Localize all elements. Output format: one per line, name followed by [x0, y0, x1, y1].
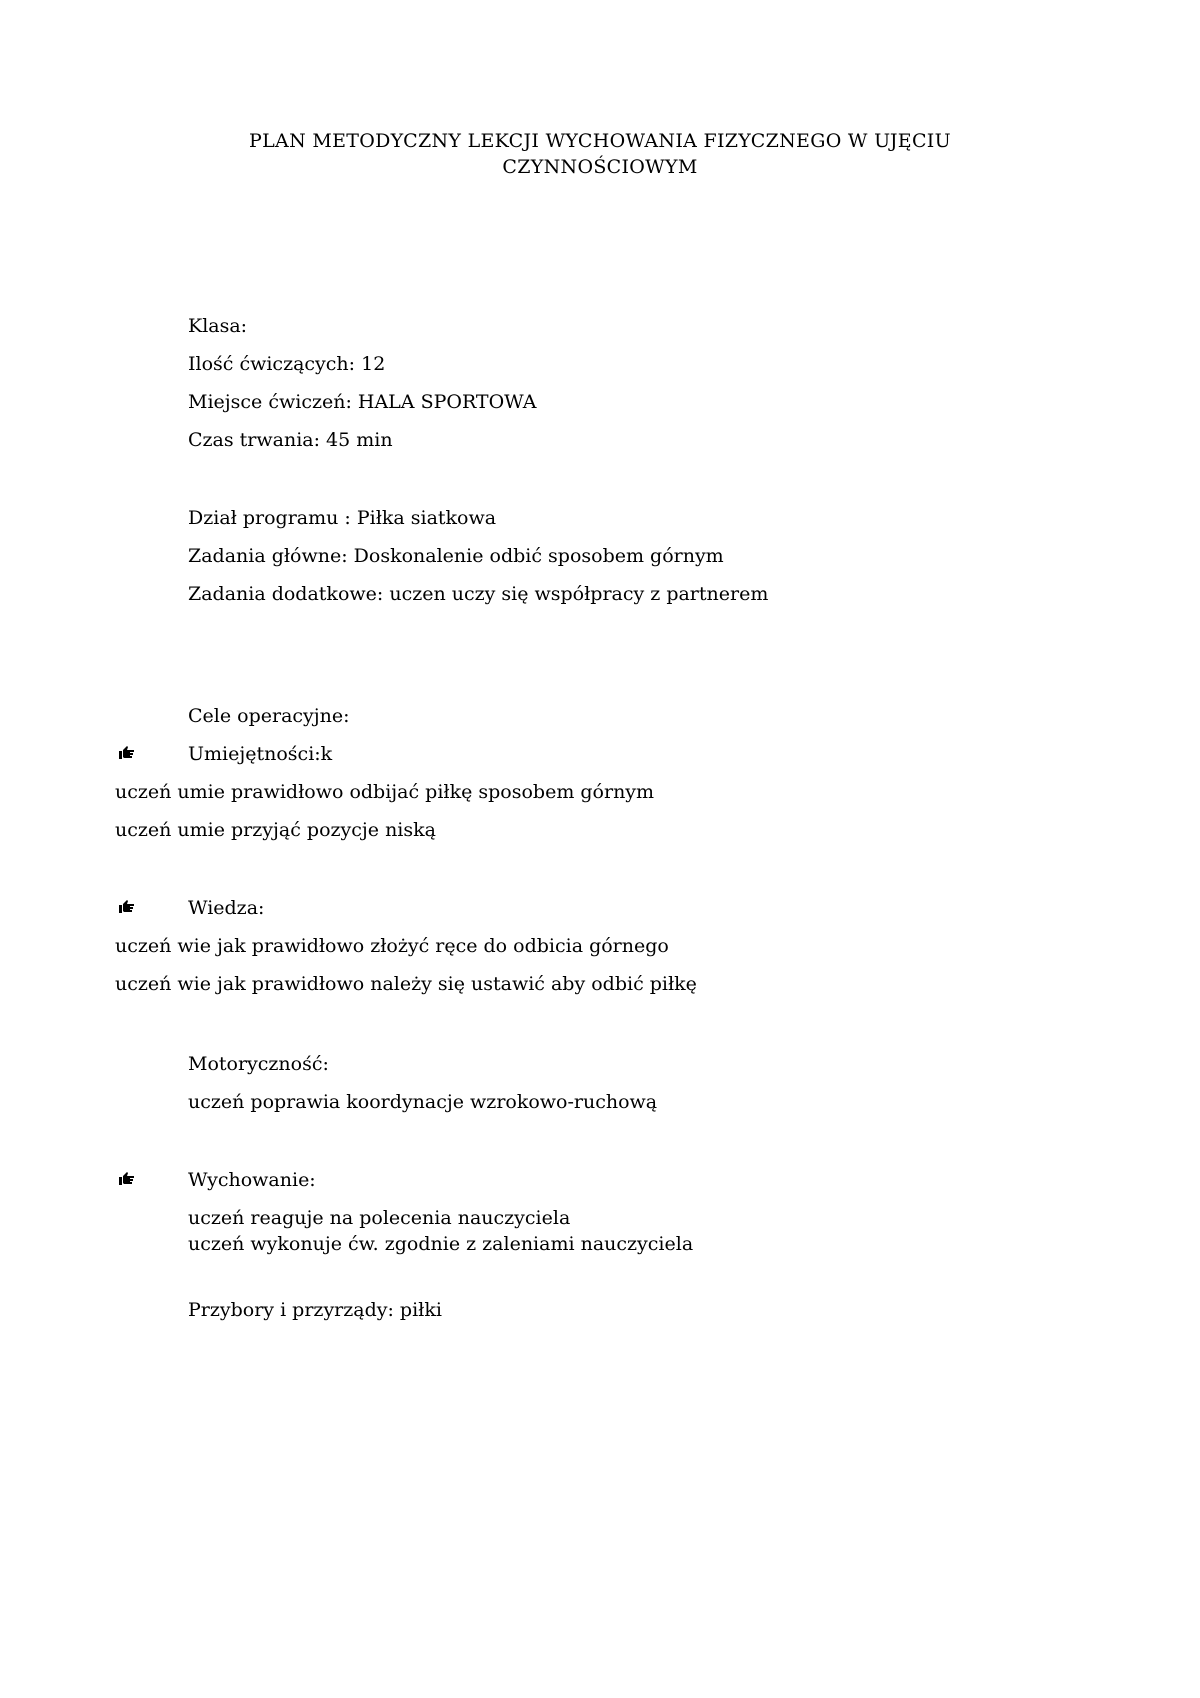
info-klasa: Klasa:: [188, 315, 248, 337]
program-zadania-dodatkowe: Zadania dodatkowe: uczen uczy się współpracy z partnerem: [188, 583, 769, 605]
program-zadania-glowne: Zadania główne: Doskonalenie odbić sposobem górnym: [188, 545, 724, 567]
cele-heading: Cele operacyjne:: [188, 705, 350, 727]
umiejetnosci-item: uczeń umie przyjąć pozycje niską: [115, 819, 436, 841]
umiejetnosci-item: uczeń umie prawidłowo odbijać piłkę sposobem górnym: [115, 781, 655, 803]
przybory-i-przyrzady: Przybory i przyrządy: piłki: [188, 1299, 442, 1321]
motorycznosc-label: Motoryczność:: [188, 1053, 329, 1075]
info-miejsce-cwiczen: Miejsce ćwiczeń: HALA SPORTOWA: [188, 391, 537, 413]
document-title-line-1: PLAN METODYCZNY LEKCJI WYCHOWANIA FIZYCZNEGO W UJĘCIU: [249, 130, 951, 152]
program-dzial: Dział programu : Piłka siatkowa: [188, 507, 497, 529]
wychowanie-label: Wychowanie:: [188, 1169, 316, 1191]
info-ilosc-cwiczacych: Ilość ćwiczących: 12: [188, 353, 386, 375]
wychowanie-item: uczeń wykonuje ćw. zgodnie z zaleniami nauczyciela: [188, 1233, 694, 1255]
motorycznosc-item: uczeń poprawia koordynacje wzrokowo-ruchową: [188, 1091, 658, 1113]
wiedza-item: uczeń wie jak prawidłowo złożyć ręce do odbicia górnego: [115, 935, 669, 957]
pointing-hand-icon: [118, 744, 138, 764]
wiedza-item: uczeń wie jak prawidłowo należy się ustawić aby odbić piłkę: [115, 973, 697, 995]
pointing-hand-icon: [118, 898, 138, 918]
umiejetnosci-label: Umiejętności:k: [188, 743, 333, 765]
wiedza-label: Wiedza:: [188, 897, 265, 919]
pointing-hand-icon: [118, 1170, 138, 1190]
info-czas-trwania: Czas trwania: 45 min: [188, 429, 393, 451]
document-title-line-2: CZYNNOŚCIOWYM: [502, 156, 698, 178]
wychowanie-item: uczeń reaguje na polecenia nauczyciela: [188, 1207, 571, 1229]
